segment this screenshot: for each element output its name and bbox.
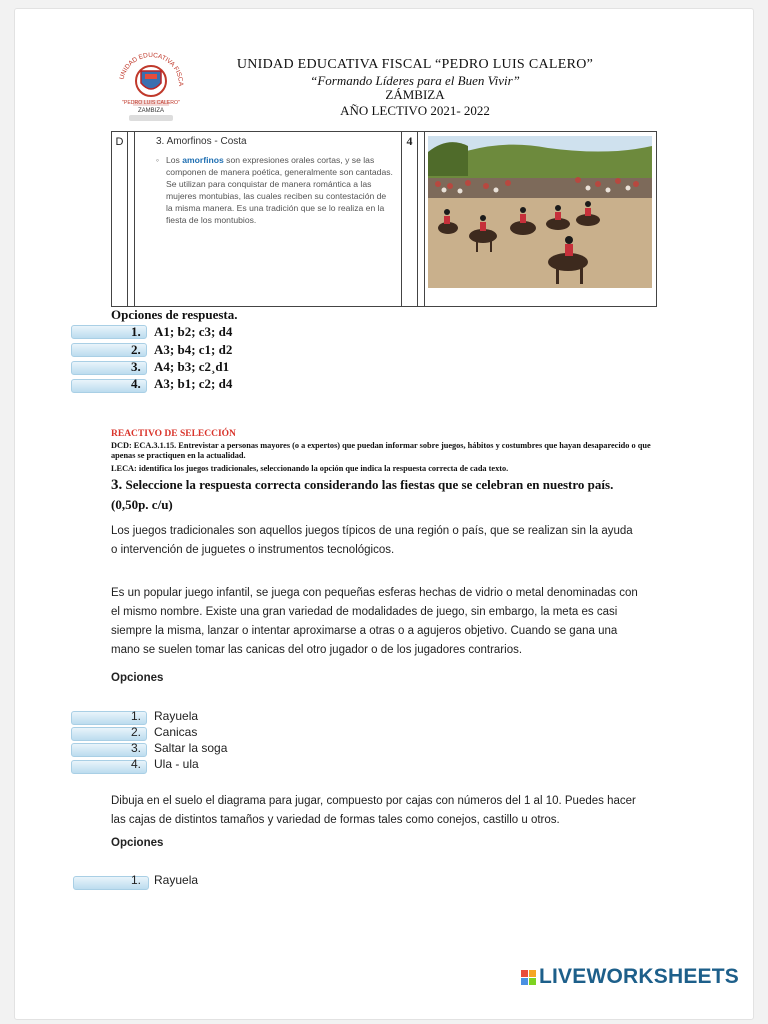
answer-number: 4. [131,376,141,391]
school-motto: “Formando Líderes para el Buen Vivir” [310,73,520,88]
option-number: 4. [131,757,142,771]
row-number: 4 [402,132,418,306]
row-title: Amorfinos - Costa [166,136,247,147]
row-text-post: son expresiones orales cortas, y se las componen de manera poética, generalmente son cantadas. Se utilizan para conquistar de manera romántica a las mujeres montubias, las cuales reciben su contestación de la misma manera. Es una tradición que se lo realiza en la fiesta de los montubios. [166,155,393,225]
bullet-icon: ◦ [156,155,160,165]
liveworksheets-brand[interactable] [521,965,739,989]
answer-number: 1. [131,324,141,339]
answer-number: 2. [131,342,141,357]
option-text: Saltar la soga [154,741,228,755]
row-text-pre: Los [166,155,183,165]
option-text: Ula - ula [154,757,199,771]
worksheet-page [14,8,754,1020]
row-text-highlight: amorfinos [182,155,224,165]
option-number: 3. [131,741,142,755]
answer-text: A1; b2; c3; d4 [154,324,233,339]
answer-number: 3. [131,359,141,374]
rodeo-photo [428,136,652,288]
logo-bottom-text: "PEDRO LUIS CALERO" [122,100,180,106]
row-title-number: 3. [156,136,165,147]
school-name: UNIDAD EDUCATIVA FISCAL “PEDRO LUIS CALERO” [236,57,594,72]
school-year: AÑO LECTIVO 2021- 2022 [340,103,490,118]
intro-paragraph: Los juegos tradicionales son aquellos juegos típicos de una región o país, que se realizan sin la ayuda o intervención de juguetes o instrumentos tecnológicos. [111,525,633,556]
options-label: Opciones [111,837,164,849]
reactivo-leca: LECA: identifica los juegos tradicionales, seleccionando la opción que indica la respuesta correcta de cada texto. [111,464,509,473]
school-logo [111,45,191,125]
question-text: Seleccione la respuesta correcta considerando las fiestas que se celebran en nuestro país. (0,50p. c/u) [111,477,614,512]
answers-heading: Opciones de respuesta. [111,307,238,322]
option-number: 1. [131,709,142,723]
row-letter: D [112,132,128,306]
option-text: Canicas [154,725,198,739]
option-number: 1. [131,873,142,887]
logo-top-text: UNIDAD EDUCATIVA FISCA [118,51,185,87]
answer-text: A3; b4; c1; d2 [154,342,233,357]
question-3 [111,475,645,514]
reactivo-dcd: DCD: ECA.3.1.15. Entrevistar a personas mayores (o a expertos) que puedan informar sobre juegos, hábitos y costumbres que hayan desaparecido o que apenas se practiquen en la actualidad. [111,441,651,460]
option-text: Rayuela [154,709,199,723]
row-text-cell [134,132,402,306]
reactivo-title: REACTIVO DE SELECCIÓN [111,429,236,439]
options-label: Opciones [111,672,164,684]
brand-name: LIVEWORKSHEETS [539,965,739,988]
matching-table-row [111,131,657,307]
answer-text: A4; b3; c2¸d1 [154,359,230,374]
option-number: 2. [131,725,142,739]
question-2-text: Dibuja en el suelo el diagrama para jugar, compuesto por cajas con números del 1 al 10. Puedes hacer las cajas de distintos tamaños y variedad de formas tales como conejos, castillo u otros. [111,795,636,826]
table-divider [418,132,425,306]
liveworksheets-logo-icon [521,970,536,985]
answer-text: A3; b1; c2; d4 [154,376,233,391]
question-number: 3. [111,477,123,493]
school-place: ZÁMBIZA [385,87,445,102]
question-1-text: Es un popular juego infantil, se juega con pequeñas esferas hechas de vidrio o metal denominadas con el mismo nombre. Existe una gran variedad de modalidades de juego, sin embargo, la meta es casi siempre la misma, lanzar o intentar aproximarse a otras o a agujeros objetivo. Cuando se gana una mano se suelen tomar las canicas del otro jugador o de los jugadores contrarios. [111,587,638,656]
logo-place-text: ZAMBIZA [137,108,165,114]
option-text: Rayuela [154,873,199,887]
